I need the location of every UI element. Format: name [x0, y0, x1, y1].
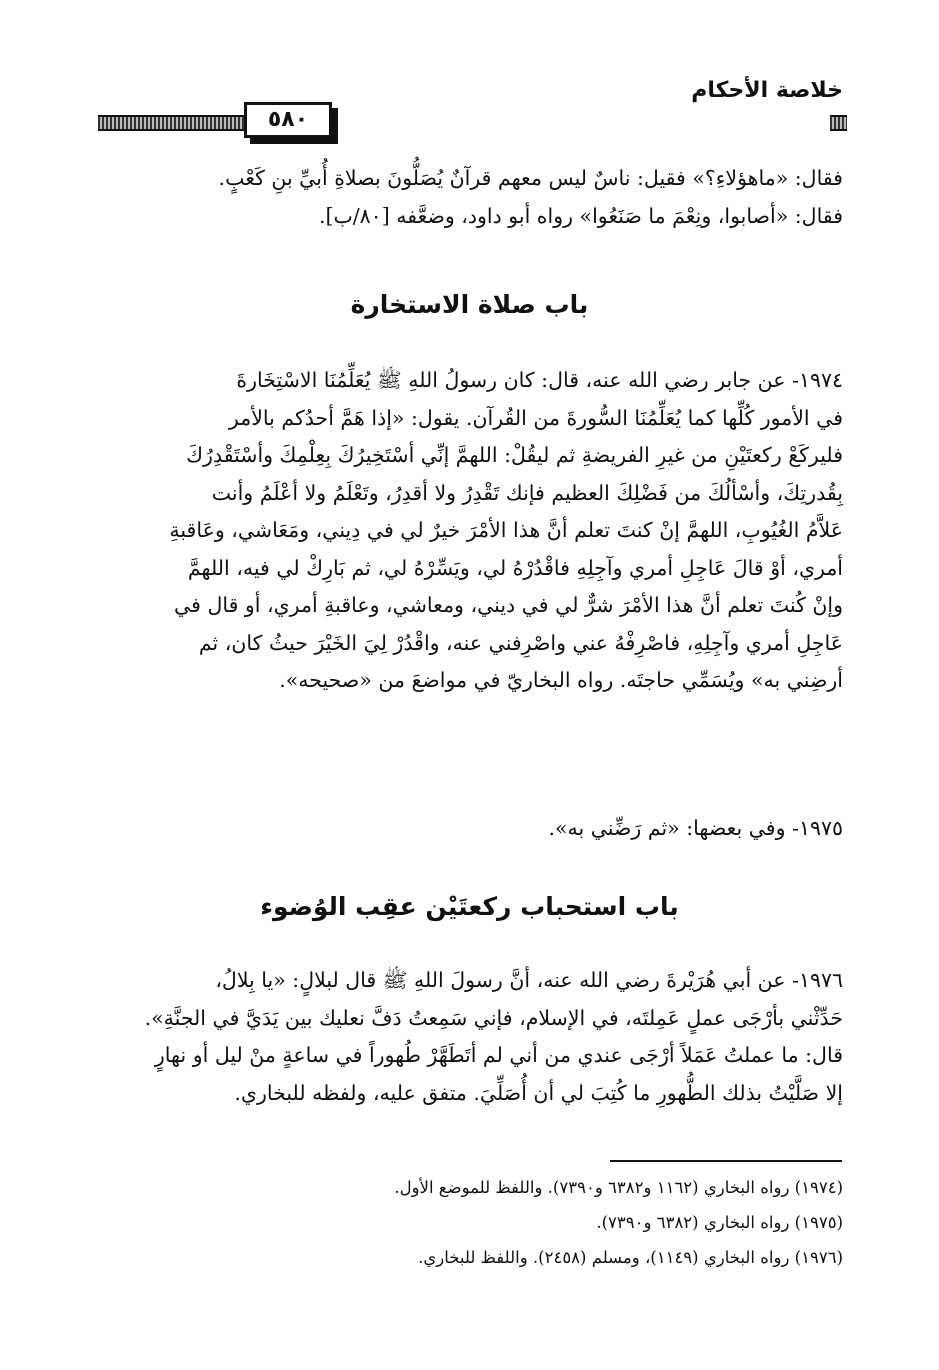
text-line: ١٩٧٥- وفي بعضها: «ثم رَضِّني به». [548, 816, 843, 840]
text-line: ١٩٧٤- عن جابر رضي الله عنه، قال: كان رسولُ اللهِ ﷺ يُعَلِّمُنَا الاسْتِخَارةَ [236, 368, 843, 392]
text-line: فقال: «ماهؤلاءِ؟» فقيل: ناسٌ ليس معهم قرآنٌ يُصَلُّونَ بصلاةِ أُبيِّ بنِ كَعْبٍ. [218, 166, 843, 190]
text-line: في الأمور كُلِّها كما يُعَلِّمُنَا السُّورةَ من القُرآن. يقول: «إذا هَمَّ أحدُكم بالأمر [228, 405, 843, 430]
header-rule-right [830, 115, 847, 131]
text-line: ١٩٧٦- عن أبي هُرَيْرةَ رضي الله عنه، أنَّ رسولَ اللهِ ﷺ قال لبلالٍ: «يا بِلالُ، [215, 968, 843, 992]
footnotes [96, 1170, 843, 1275]
text-line: وإنْ كُنتَ تعلم أنَّ هذا الأمْرَ شرٌّ لي في ديني، ومعاشي، وعاقبةِ أمري، أو قال في [174, 593, 843, 617]
running-header-title: خلاصة الأحكام [691, 78, 843, 103]
intro-paragraph [96, 160, 843, 235]
text-line: قال: ما عملتُ عَمَلاً أرْجَى عندي من أني لم أتَطَهَّرْ طُهوراً في ساعةٍ منْ ليل أو نهارٍ [154, 1043, 843, 1067]
hadith-1975 [96, 810, 843, 848]
text-line: عَاجِلِ أمري وآجِلِهِ، فاصْرِفْهُ عني واصْرِفني عنه، واقْدُرْ لِيَ الخَيْرَ حيثُ كان، ثم [198, 630, 843, 655]
footnote: (١٩٧٦) رواه البخاري (١١٤٩)، ومسلم (٢٤٥٨). واللفظ للبخاري. [418, 1248, 843, 1267]
text-line: إلا صَلَّيْتُ بذلك الطُّهورِ ما كُتِبَ لي أن أُصَلِّيَ. متفق عليه، ولفظه للبخاري. [234, 1080, 843, 1105]
text-line: بِقُدرتِكَ، وأسْألُكَ من فَضْلِكَ العظيم فإنك تَقْدِرُ ولا أقدِرُ، وتَعْلَمُ ولا أعْلَمُ وأنت [211, 480, 843, 505]
footnote: (١٩٧٥) رواه البخاري (٦٣٨٢ و٧٣٩٠). [596, 1213, 843, 1232]
text-line: فقال: «أصابوا، ونِعْمَ ما صَنَعُوا» رواه أبو داود، وضعَّفه [٨٠/ب]. [318, 203, 843, 228]
page-number: ٥٨٠ [244, 102, 332, 138]
hadith-1976 [96, 962, 843, 1112]
text-line: حَدِّثْني بأرْجَى عملٍ عَمِلتَه، في الإسلام، فإني سَمِعتُ دَفَّ نعليك بين يَدَيَّ في الجنَّةِ». [144, 1005, 843, 1030]
hadith-1974 [96, 362, 843, 700]
text-line: فليركَعْ ركعتَيْنِ من غيرِ الفريضةِ ثم ليقُلْ: اللهمَّ إنِّي أسْتَخِيرُكَ بِعِلْمِكَ وأسْتَقْدِرُكَ [186, 443, 843, 467]
text-line: عَلاَّمُ الغُيُوبِ، اللهمَّ إنْ كنتَ تعلم أنَّ هذا الأمْرَ خيرٌ لي في دِيني، ومَعَاشي، وعَاقبةِ [169, 518, 843, 542]
text-line: أمري، أوْ قالَ عَاجِلِ أمري وآجِلِهِ فاقْدُرْهُ لي، ويَسِّرْهُ لي، ثم بَارِكْ لي فيه، اللهمَّ [187, 555, 843, 580]
text-line: أرضِني به» ويُسَمِّي حاجتَه. رواه البخاريّ في مواضعَ من «صحيحه». [279, 668, 843, 692]
footnote-separator [610, 1160, 842, 1162]
footnote: (١٩٧٤) رواه البخاري (١١٦٢ و٦٣٨٢ و٧٣٩٠). واللفظ للموضع الأول. [394, 1178, 843, 1197]
section-title: باب صلاة الاستخارة [350, 290, 589, 319]
section-title: باب استحباب ركعتَيْن عقِب الوُضوء [260, 892, 679, 921]
